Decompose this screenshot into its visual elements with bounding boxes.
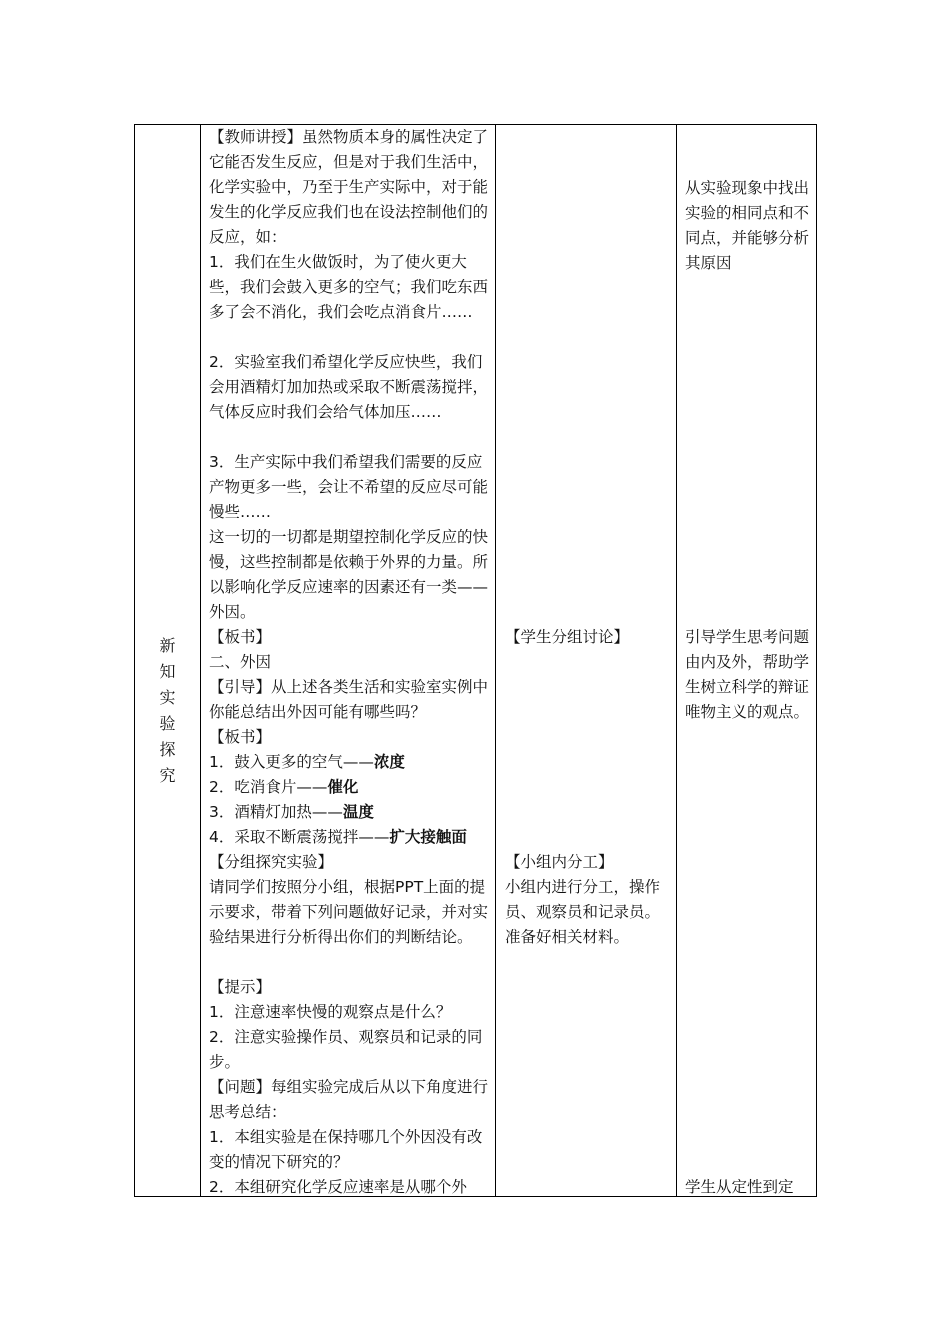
factor-item [209,750,491,775]
question-item-2: 2．本组研究化学反应速率是从哪个外 [209,1178,467,1196]
factor-term: 浓度 [373,753,405,771]
group-division-text: 小组内进行分工，操作员、观察员和记录员。准备好相关材料。 [505,878,661,946]
intent-text-2: 引导学生思考问题由内及外，帮助学生树立科学的辩证唯物主义的观点。 [685,628,810,721]
hint-item-1: 1．注意速率快慢的观察点是什么？ [209,1003,452,1021]
table-row [135,125,817,1197]
design-intent-cell [677,125,817,1197]
teacher-lecture: 【教师讲授】虽然物质本身的属性决定了它能否发生反应，但是对于我们生活中，化学实验中，乃至于生产实际中，对于能发生的化学反应我们也在设法控制他们的反应，如： [209,128,489,246]
guide-question: 【引导】从上述各类生活和实验室实例中你能总结出外因可能有哪些吗？ [209,678,489,721]
stage-cell [135,125,201,1197]
question-item-1: 1．本组实验是在保持哪几个外因没有改变的情况下研究的？ [209,1128,483,1171]
example-item-1: 1．我们在生火做饭时，为了使火更大些，我们会鼓入更多的空气；我们吃东西多了会不消化，我们会吃点消食片…… [209,253,489,321]
question-heading: 【问题】每组实验完成后从以下角度进行思考总结： [209,1078,489,1121]
student-discussion: 【学生分组讨论】 [505,628,630,646]
factor-term: 温度 [342,803,374,821]
teacher-activity-cell [201,125,496,1197]
factor-term: 催化 [327,778,359,796]
factor-prefix: 4．采取不断震荡搅拌—— [209,828,390,846]
stage-label: 新知实验探究 [159,635,176,785]
factor-item [209,775,491,800]
example-item-2: 2．实验室我们希望化学反应快些，我们会用酒精灯加加热或采取不断震荡搅拌，气体反应时我们会给气体加压…… [209,353,489,421]
factor-term: 扩大接触面 [389,828,467,846]
factor-prefix: 2．吃消食片—— [209,778,328,796]
hint-heading: 【提示】 [209,978,272,996]
group-experiment-text: 请同学们按照分小组，根据PPT上面的提示要求，带着下列问题做好记录，并对实验结果进行分析得出你们的判断结论。 [209,878,489,946]
lesson-plan-table [134,124,817,1197]
factor-prefix: 1．鼓入更多的空气—— [209,753,374,771]
hint-item-2: 2．注意实验操作员、观察员和记录的同步。 [209,1028,483,1071]
section-heading: 二、外因 [209,653,272,671]
factor-item [209,800,491,825]
group-experiment-heading: 【分组探究实验】 [209,853,334,871]
intent-text-1: 从实验现象中找出实验的相同点和不同点，并能够分析其原因 [685,179,810,272]
summary-text: 这一切的一切都是期望控制化学反应的快慢，这些控制都是依赖于外界的力量。所以影响化学反应速率的因素还有一类——外因。 [209,528,489,621]
factor-item [209,825,491,850]
factor-prefix: 3．酒精灯加热—— [209,803,343,821]
student-activity-cell [496,125,677,1197]
board-heading-1: 【板书】 [209,628,272,646]
example-item-3: 3．生产实际中我们希望我们需要的反应产物更多一些，会让不希望的反应尽可能慢些…… [209,453,489,521]
intent-text-3: 学生从定性到定 [685,1178,794,1196]
group-division-heading: 【小组内分工】 [505,853,614,871]
board-heading-2: 【板书】 [209,728,272,746]
